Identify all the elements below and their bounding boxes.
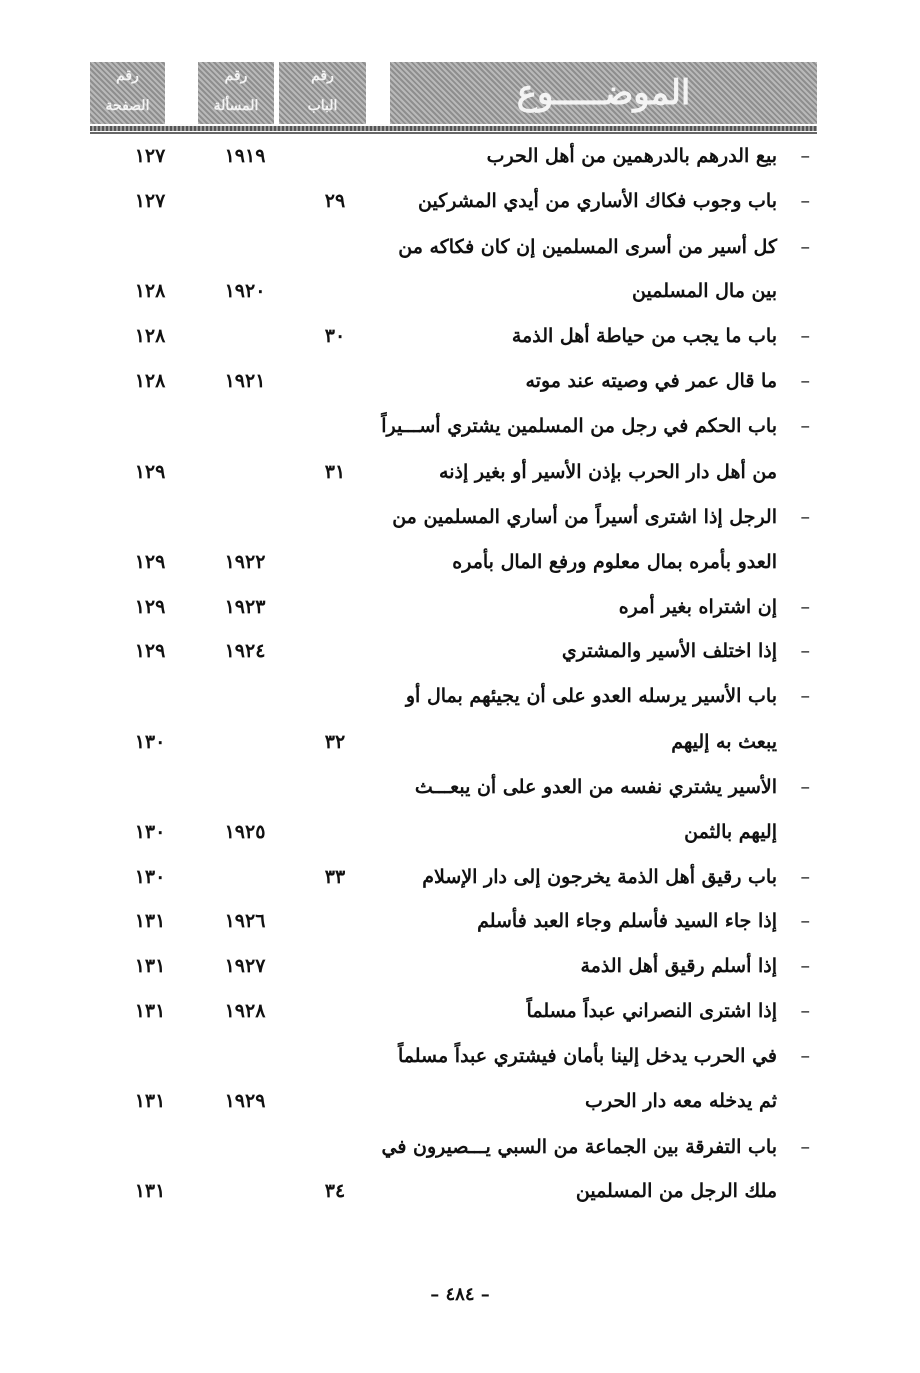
row-page-number: ١٢٨ bbox=[134, 280, 166, 302]
row-page-number: ١٣٠ bbox=[134, 821, 166, 843]
header-rule-thin bbox=[90, 132, 817, 134]
table-row bbox=[90, 776, 817, 816]
table-row bbox=[90, 415, 817, 455]
row-page-number: ١٣٠ bbox=[134, 731, 166, 753]
row-topic: الرجل إذا اشترى أسيراً من أساري المسلمين من bbox=[392, 506, 777, 528]
header-page-label-2: الصفحة bbox=[105, 98, 150, 114]
row-chapter-number: ٢٩ bbox=[324, 190, 346, 212]
row-dash: – bbox=[800, 866, 810, 888]
table-row bbox=[90, 1180, 817, 1220]
row-topic: إذا اشترى النصراني عبداً مسلماً bbox=[526, 1000, 777, 1022]
row-issue-number: ١٩٢٧ bbox=[224, 955, 266, 977]
row-page-number: ١٢٧ bbox=[134, 145, 166, 167]
row-issue-number: ١٩٢٥ bbox=[224, 821, 266, 843]
row-dash: – bbox=[800, 236, 810, 258]
table-row bbox=[90, 1045, 817, 1085]
row-page-number: ١٢٩ bbox=[134, 461, 166, 483]
row-page-number: ١٢٨ bbox=[134, 325, 166, 347]
row-issue-number: ١٩٢٣ bbox=[224, 596, 266, 618]
row-topic: باب الأسير يرسله العدو على أن يجيئهم بمال أو bbox=[405, 685, 777, 707]
row-topic: إذا اختلف الأسير والمشتري bbox=[561, 640, 777, 662]
row-issue-number: ١٩٢٤ bbox=[224, 640, 266, 662]
row-page-number: ١٢٧ bbox=[134, 190, 166, 212]
header-chapter-label-1: رقم bbox=[311, 68, 334, 84]
table-row bbox=[90, 551, 817, 591]
header-topic: الموضـــــوع bbox=[390, 62, 817, 124]
row-dash: – bbox=[800, 596, 810, 618]
row-dash: – bbox=[800, 190, 810, 212]
row-issue-number: ١٩٢٠ bbox=[224, 280, 266, 302]
table-row bbox=[90, 1136, 817, 1176]
row-issue-number: ١٩٢١ bbox=[224, 370, 266, 392]
table-row bbox=[90, 910, 817, 950]
header-page-label-1: رقم bbox=[116, 68, 139, 84]
row-dash: – bbox=[800, 415, 810, 437]
header-chapter-number bbox=[279, 62, 366, 124]
row-dash: – bbox=[800, 370, 810, 392]
row-topic: إذا أسلم رقيق أهل الذمة bbox=[580, 955, 777, 977]
row-topic: ما قال عمر في وصيته عند موته bbox=[525, 370, 777, 392]
page-number: – ٤٨٤ – bbox=[430, 1284, 490, 1305]
row-topic: العدو بأمره بمال معلوم ورفع المال بأمره bbox=[452, 551, 777, 573]
row-page-number: ١٢٨ bbox=[134, 370, 166, 392]
table-row bbox=[90, 685, 817, 725]
row-chapter-number: ٣٠ bbox=[324, 325, 346, 347]
row-issue-number: ١٩٢٨ bbox=[224, 1000, 266, 1022]
table-row bbox=[90, 596, 817, 636]
row-topic: إليهم بالثمن bbox=[684, 821, 777, 843]
row-dash: – bbox=[800, 1136, 810, 1158]
row-issue-number: ١٩٢٩ bbox=[224, 1090, 266, 1112]
row-topic: ثم يدخله معه دار الحرب bbox=[584, 1090, 777, 1112]
table-row bbox=[90, 370, 817, 410]
row-dash: – bbox=[800, 640, 810, 662]
row-topic: باب التفرقة بين الجماعة من السبي يـــصيرون في bbox=[381, 1136, 777, 1158]
row-page-number: ١٣١ bbox=[134, 1180, 166, 1202]
row-dash: – bbox=[800, 955, 810, 977]
table-row bbox=[90, 461, 817, 501]
row-dash: – bbox=[800, 506, 810, 528]
header-issue-label-1: رقم bbox=[224, 68, 248, 84]
row-dash: – bbox=[800, 910, 810, 932]
table-row bbox=[90, 325, 817, 365]
row-issue-number: ١٩٢٢ bbox=[224, 551, 266, 573]
row-topic: من أهل دار الحرب بإذن الأسير أو بغير إذنه bbox=[439, 461, 777, 483]
row-page-number: ١٣١ bbox=[134, 955, 166, 977]
table-row bbox=[90, 280, 817, 320]
row-dash: – bbox=[800, 1045, 810, 1067]
row-topic: كل أسير من أسرى المسلمين إن كان فكاكه من bbox=[398, 236, 777, 258]
row-topic: بين مال المسلمين bbox=[632, 280, 777, 302]
row-dash: – bbox=[800, 325, 810, 347]
table-row bbox=[90, 145, 817, 185]
header-issue-number bbox=[198, 62, 274, 124]
table-row bbox=[90, 731, 817, 771]
header-issue-label-2: المسألة bbox=[213, 98, 259, 114]
table-row bbox=[90, 640, 817, 680]
table-row bbox=[90, 866, 817, 906]
row-dash: – bbox=[800, 685, 810, 707]
table-row bbox=[90, 821, 817, 861]
row-page-number: ١٣١ bbox=[134, 1090, 166, 1112]
header-rule bbox=[90, 126, 817, 131]
row-topic: باب وجوب فكاك الأساري من أيدي المشركين bbox=[418, 190, 777, 212]
row-topic: باب الحكم في رجل من المسلمين يشتري أســـيراً bbox=[381, 415, 777, 437]
header-page-number bbox=[90, 62, 165, 124]
row-issue-number: ١٩٢٦ bbox=[224, 910, 266, 932]
table-header bbox=[90, 62, 817, 134]
table-row bbox=[90, 1090, 817, 1130]
row-topic: باب رقيق أهل الذمة يخرجون إلى دار الإسلام bbox=[422, 866, 777, 888]
table-row bbox=[90, 236, 817, 276]
row-chapter-number: ٣٤ bbox=[324, 1180, 346, 1202]
row-dash: – bbox=[800, 776, 810, 798]
row-page-number: ١٣١ bbox=[134, 910, 166, 932]
row-topic: إذا جاء السيد فأسلم وجاء العبد فأسلم bbox=[477, 910, 777, 932]
row-topic: إن اشتراه بغير أمره bbox=[618, 596, 777, 618]
row-chapter-number: ٣١ bbox=[324, 461, 346, 483]
row-page-number: ١٣١ bbox=[134, 1000, 166, 1022]
row-topic: باب ما يجب من حياطة أهل الذمة bbox=[511, 325, 777, 347]
row-topic: في الحرب يدخل إلينا بأمان فيشتري عبداً مسلماً bbox=[397, 1045, 777, 1067]
row-topic: يبعث به إليهم bbox=[671, 731, 777, 753]
header-chapter-label-2: الباب bbox=[307, 98, 338, 114]
row-topic: الأسير يشتري نفسه من العدو على أن يبعـــث bbox=[414, 776, 777, 798]
row-issue-number: ١٩١٩ bbox=[224, 145, 266, 167]
row-dash: – bbox=[800, 1000, 810, 1022]
row-dash: – bbox=[800, 145, 810, 167]
table-row bbox=[90, 955, 817, 995]
row-chapter-number: ٣٣ bbox=[324, 866, 346, 888]
row-page-number: ١٢٩ bbox=[134, 640, 166, 662]
row-chapter-number: ٣٢ bbox=[324, 731, 346, 753]
row-page-number: ١٢٩ bbox=[134, 551, 166, 573]
row-topic: بيع الدرهم بالدرهمين من أهل الحرب bbox=[486, 145, 777, 167]
table-row bbox=[90, 190, 817, 230]
row-topic: ملك الرجل من المسلمين bbox=[575, 1180, 777, 1202]
row-page-number: ١٢٩ bbox=[134, 596, 166, 618]
table-row bbox=[90, 506, 817, 546]
row-page-number: ١٣٠ bbox=[134, 866, 166, 888]
table-row bbox=[90, 1000, 817, 1040]
